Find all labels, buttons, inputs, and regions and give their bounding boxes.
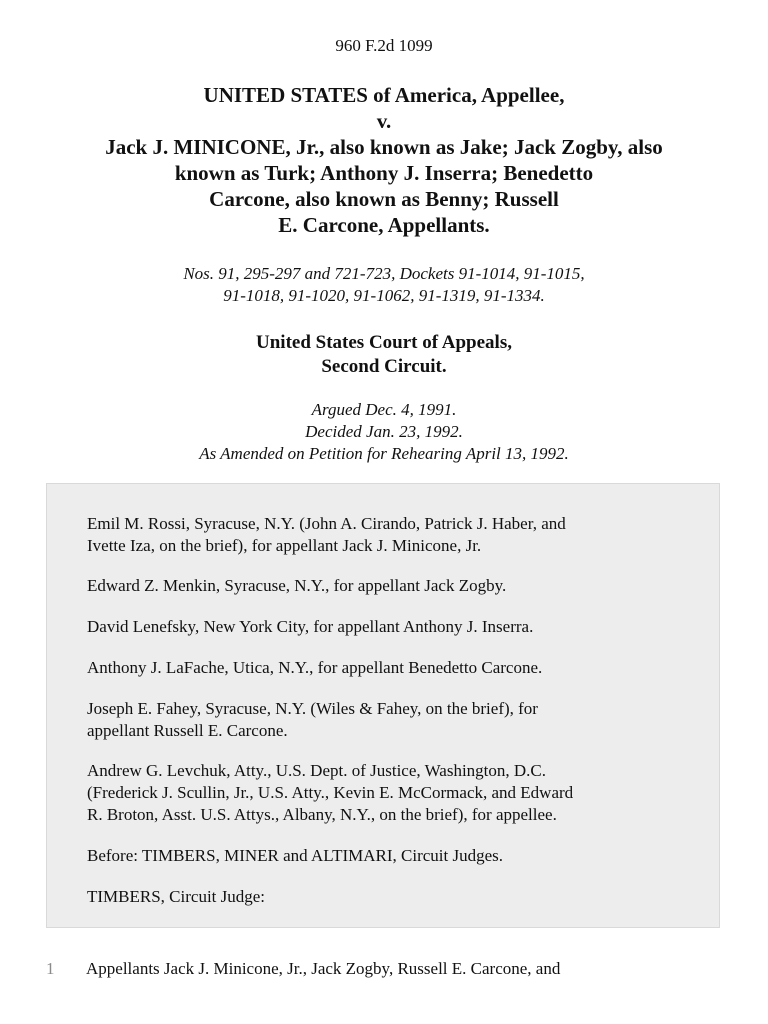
court-line: United States Court of Appeals,	[256, 332, 512, 353]
reporter-citation: 960 F.2d 1099	[335, 36, 433, 55]
counsel-line: appellant Russell E. Carcone.	[87, 721, 288, 740]
opinion-author: TIMBERS, Circuit Judge:	[87, 887, 266, 906]
counsel-line: Joseph E. Fahey, Syracuse, N.Y. (Wiles & Fahey, on the brief), for	[87, 699, 538, 718]
counsel-line: Andrew G. Levchuk, Atty., U.S. Dept. of Justice, Washington, D.C.	[87, 761, 546, 780]
counsel-paragraph: Anthony J. LaFache, Utica, N.Y., for appellant Benedetto Carcone.	[87, 658, 543, 677]
counsel-line: Emil M. Rossi, Syracuse, N.Y. (John A. Cirando, Patrick J. Haber, and	[87, 514, 566, 533]
caption-line: Jack J. MINICONE, Jr., also known as Jake; Jack Zogby, also	[105, 135, 663, 159]
panel-judges: Before: TIMBERS, MINER and ALTIMARI, Circuit Judges.	[87, 846, 504, 865]
caption-line: known as Turk; Anthony J. Inserra; Benedetto	[174, 161, 594, 185]
docket-line: Nos. 91, 295-297 and 721-723, Dockets 91-1014, 91-1015,	[183, 264, 585, 283]
court-line: Second Circuit.	[321, 356, 447, 377]
counsel-paragraph: Edward Z. Menkin, Syracuse, N.Y., for appellant Jack Zogby.	[87, 576, 507, 595]
argued-date: Argued Dec. 4, 1991.	[311, 400, 457, 419]
decided-date: Decided Jan. 23, 1992.	[305, 422, 463, 441]
caption-line: UNITED STATES of America, Appellee,	[203, 83, 565, 107]
caption-line: E. Carcone, Appellants.	[278, 213, 490, 237]
counsel-paragraph	[87, 760, 687, 826]
caption-line: v.	[376, 109, 392, 133]
counsel-line: Ivette Iza, on the brief), for appellant Jack J. Minicone, Jr.	[87, 536, 482, 555]
docket-numbers	[40, 263, 728, 307]
counsel-paragraph: David Lenefsky, New York City, for appellant Anthony J. Inserra.	[87, 617, 534, 636]
counsel-line: R. Broton, Asst. U.S. Attys., Albany, N.Y., on the brief), for appellee.	[87, 805, 557, 824]
counsel-paragraph	[87, 698, 687, 742]
counsel-paragraph	[87, 513, 687, 557]
caption-line: Carcone, also known as Benny; Russell	[209, 187, 559, 211]
paragraph-number: 1	[46, 959, 55, 978]
amended-date: As Amended on Petition for Rehearing April 13, 1992.	[199, 444, 569, 463]
court-name	[40, 331, 728, 379]
case-caption	[40, 82, 728, 238]
case-dates	[40, 399, 728, 465]
counsel-line: (Frederick J. Scullin, Jr., U.S. Atty., Kevin E. McCormack, and Edward	[87, 783, 574, 802]
docket-line: 91-1018, 91-1020, 91-1062, 91-1319, 91-1334.	[223, 286, 545, 305]
counsel-panel	[46, 483, 720, 928]
opinion-paragraph: Appellants Jack J. Minicone, Jr., Jack Zogby, Russell E. Carcone, and	[86, 959, 561, 978]
